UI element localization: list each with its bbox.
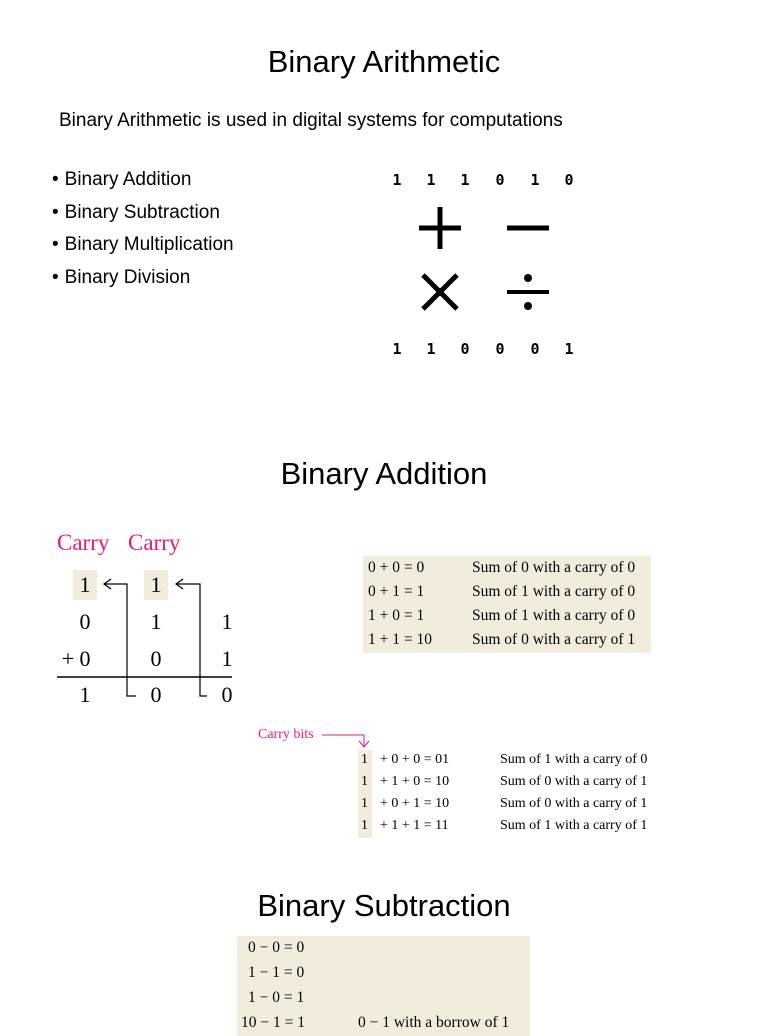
addend-digit: 1 (221, 646, 233, 671)
section-title-binary-subtraction: Binary Subtraction (257, 888, 511, 923)
table-cell: Sum of 1 with a carry of 0 (472, 607, 636, 624)
table-cell: 0 − 1 with a borrow of 1 (358, 1014, 510, 1031)
table-cell: + 0 + 1 = 10 (380, 796, 450, 811)
bottom-bits-row (0, 340, 768, 360)
section-title-binary-arithmetic: Binary Arithmetic (267, 44, 501, 79)
table-cell: Sum of 1 with a carry of 1 (500, 818, 648, 833)
addend-digit: 0 (79, 609, 91, 634)
multiply-icon (423, 275, 457, 309)
bit: 0 (530, 340, 540, 358)
carry-bits-label: Carry bits (258, 727, 314, 742)
list-item: • Binary Multiplication (52, 233, 234, 266)
bit: 1 (392, 340, 402, 358)
table-cell: 0 + 1 = 1 (368, 583, 425, 600)
carry-bits-arrow-icon (320, 728, 380, 750)
bit: 1 (426, 340, 436, 358)
bit: 1 (426, 171, 436, 189)
table-cell: Sum of 0 with a carry of 1 (500, 774, 648, 789)
table-cell: Sum of 0 with a carry of 1 (500, 796, 648, 811)
table-cell: 1 + 0 = 1 (368, 607, 425, 624)
bit: 1 (460, 171, 470, 189)
table-cell: Sum of 1 with a carry of 0 (472, 583, 636, 600)
addend-digit: 0 (79, 646, 91, 671)
table-cell: 0 + 0 = 0 (368, 559, 425, 576)
result-digit: 0 (150, 682, 162, 707)
addition-rules-table (363, 556, 651, 653)
result-digit: 0 (221, 682, 233, 707)
table-cell: Sum of 1 with a carry of 0 (500, 752, 648, 767)
addend-digit: 1 (221, 609, 233, 634)
table-cell: + 0 + 0 = 01 (380, 752, 450, 767)
bit: 1 (530, 171, 540, 189)
table-cell: + 1 + 0 = 10 (380, 774, 450, 789)
table-cell: Sum of 0 with a carry of 1 (472, 631, 636, 648)
table-cell: 10 − 1 = 1 (241, 1014, 305, 1031)
carry-digit: 1 (79, 572, 91, 597)
bit: 0 (564, 171, 574, 189)
plus-icon (419, 207, 461, 249)
bit: 0 (495, 340, 505, 358)
list-item: • Binary Addition (52, 168, 234, 201)
bit: 1 (564, 340, 574, 358)
arithmetic-operators-icon (410, 200, 560, 320)
table-cell: 1 (361, 818, 368, 833)
subtraction-rules-table (237, 936, 530, 1036)
addend-digit: 0 (150, 646, 162, 671)
carry-arrow (104, 584, 136, 696)
carry-arrows-diagram (0, 560, 260, 710)
table-cell: 1 − 1 = 0 (248, 964, 305, 981)
bit: 1 (392, 171, 402, 189)
table-cell: 1 (361, 774, 368, 789)
table-cell: 1 + 1 = 10 (368, 631, 432, 648)
table-cell: 0 − 0 = 0 (248, 939, 305, 956)
plus-sign: + (61, 646, 75, 671)
carry-label: Carry (128, 530, 181, 555)
table-cell: 1 (361, 752, 368, 767)
table-cell: + 1 + 1 = 11 (380, 818, 449, 833)
table-cell: 1 (361, 796, 368, 811)
result-digit: 1 (79, 682, 91, 707)
carry-addition-table (358, 750, 658, 838)
carry-label: Carry (57, 530, 110, 555)
carry-arrow (176, 584, 207, 696)
addend-digit: 1 (150, 609, 162, 634)
intro-text: Binary Arithmetic is used in digital systems for computations (59, 110, 563, 131)
table-cell: Sum of 0 with a carry of 0 (472, 559, 636, 576)
list-item: • Binary Division (52, 266, 234, 299)
table-cell: 1 − 0 = 1 (248, 989, 305, 1006)
bit: 0 (495, 171, 505, 189)
section-title-binary-addition: Binary Addition (280, 456, 488, 491)
list-item: • Binary Subtraction (52, 201, 234, 234)
top-bits-row (0, 171, 768, 191)
divide-icon (507, 274, 549, 310)
bit: 0 (460, 340, 470, 358)
carry-digit: 1 (150, 572, 162, 597)
